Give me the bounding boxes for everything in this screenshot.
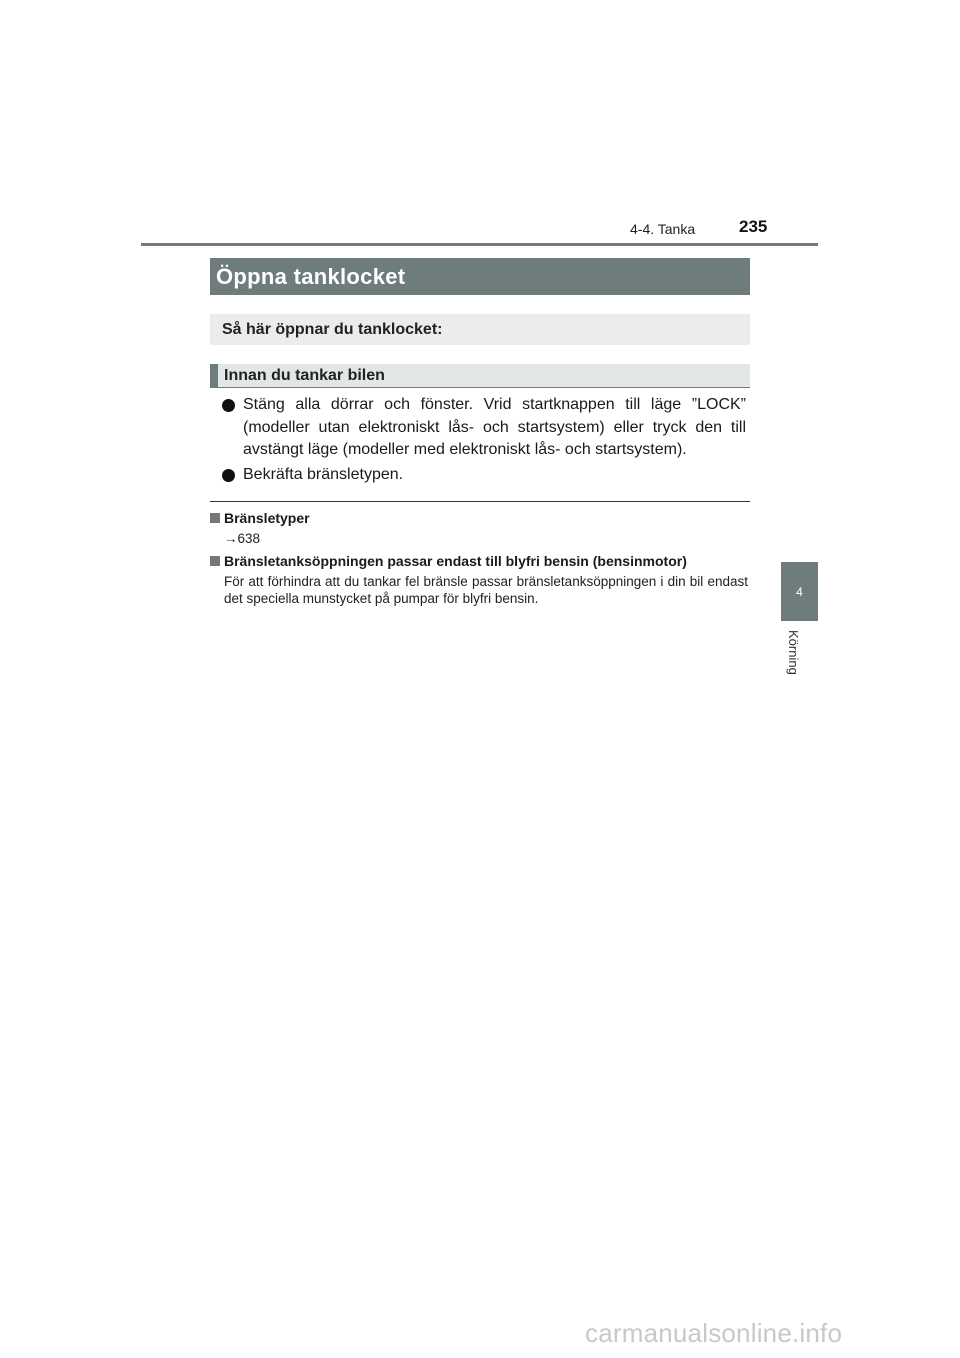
note-heading — [210, 509, 748, 527]
section-accent — [210, 364, 218, 387]
subtitle-box — [210, 314, 750, 345]
chapter-tab[interactable] — [781, 562, 818, 621]
header-divider — [141, 243, 818, 246]
bullet-list — [222, 394, 746, 488]
page-title: Öppna tanklocket — [216, 263, 406, 289]
square-bullet-icon — [210, 513, 220, 523]
notes-divider — [210, 501, 750, 502]
list-item — [222, 464, 746, 487]
bullet-dot-icon — [222, 469, 235, 482]
title-bar — [210, 258, 750, 295]
chapter-label-text: Körning — [786, 630, 801, 675]
header-section-label: 4-4. Tanka — [630, 221, 696, 237]
bullet-text: Bekräfta bränsletypen. — [243, 465, 404, 483]
subtitle-text: Så här öppnar du tanklocket: — [222, 320, 443, 338]
page-reference-link[interactable]: →638 — [224, 531, 261, 546]
bullet-dot-icon — [222, 399, 235, 412]
watermark: carmanualsonline.info — [585, 1318, 843, 1348]
list-item — [222, 394, 746, 462]
note-heading-text: Bränsletanksöppningen passar endast till blyfri bensin (bensinmotor) — [224, 553, 687, 569]
bullet-text: Stäng alla dörrar och fönster. Vrid startknappen till läge ”LOCK” (modeller utan elektroniskt lås- och startsystem) eller tryck den till avstängt läge (modeller med elektroniskt lås- och startsystem). — [243, 396, 746, 458]
chapter-tab-label — [786, 630, 806, 690]
note-heading-text: Bränsletyper — [224, 510, 310, 526]
chapter-number: 4 — [796, 584, 803, 599]
note-body: För att förhindra att du tankar fel bränsle passar bränsletanksöppningen i din bil endast det speciella munstycket på pumpar för blyfri bensin. — [224, 574, 748, 606]
note-heading — [210, 552, 748, 570]
notes-section — [210, 509, 748, 612]
section-heading-bar — [210, 364, 750, 388]
page-number: 235 — [739, 217, 768, 236]
section-heading: Innan du tankar bilen — [224, 366, 385, 384]
square-bullet-icon — [210, 556, 220, 566]
